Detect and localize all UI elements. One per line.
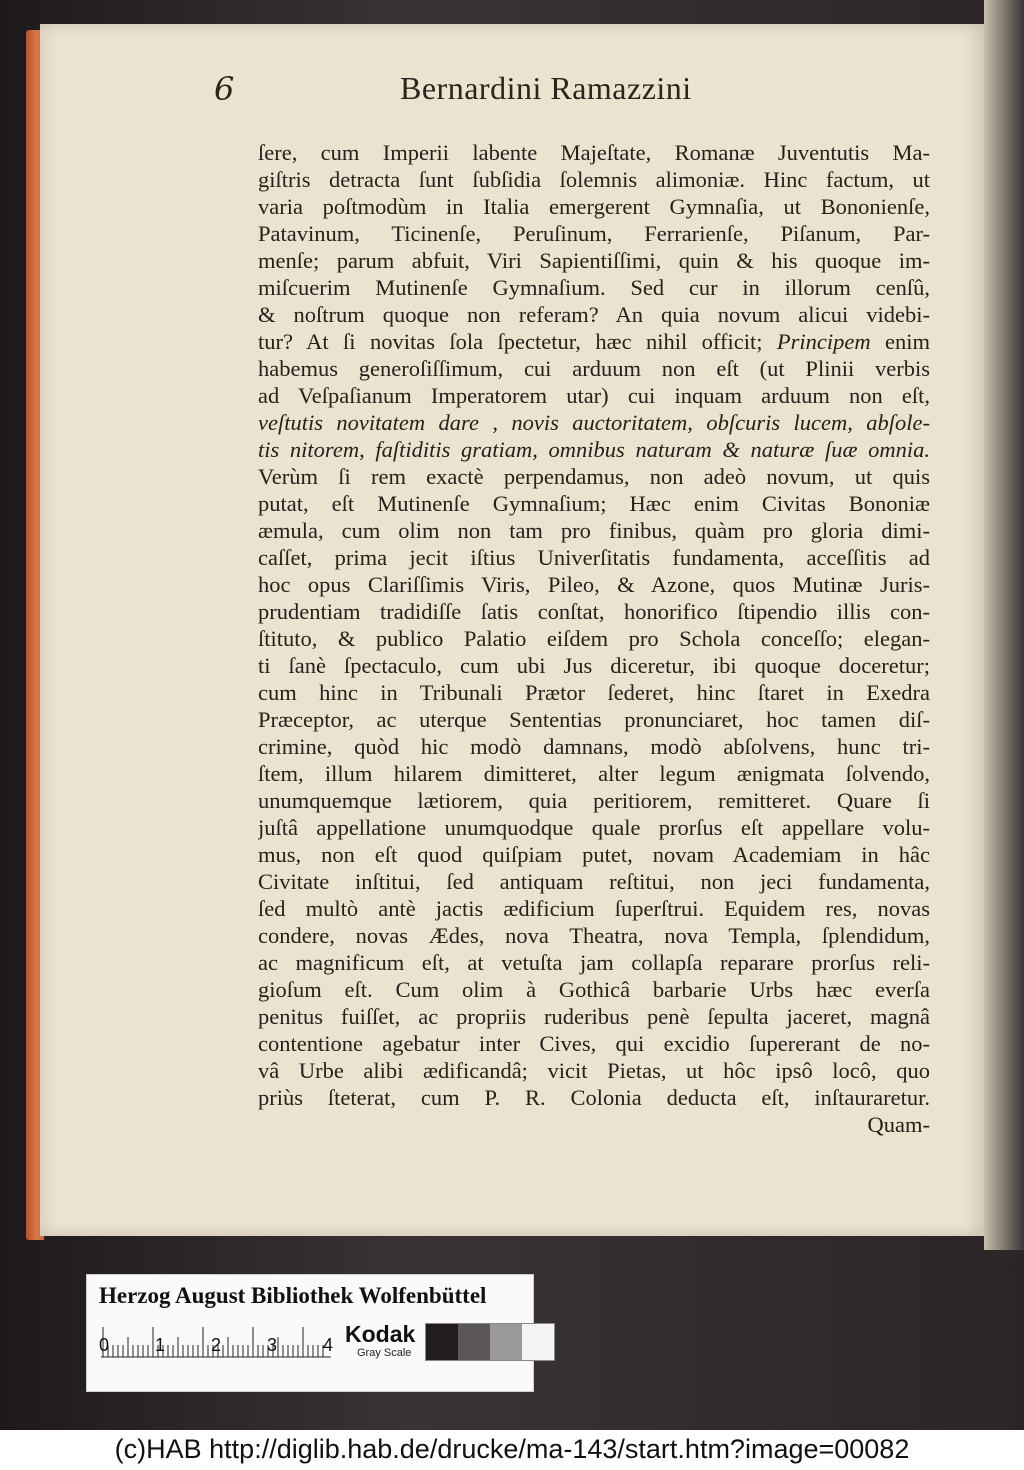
text-line [258,814,930,841]
text-line [258,787,930,814]
text-line [258,247,930,274]
text-segment: prudentiam tradidiſſe ſatis conſtat, honorifico ſtipendio illis con- [258,599,930,624]
text-segment: giſtris detracta ſunt ſubſidia ſolemnis alimoniæ. Hinc factum, ut [258,167,930,192]
text-line [258,598,930,625]
text-line [258,571,930,598]
text-line [258,1003,930,1030]
text-line [258,841,930,868]
text-segment: Civitate inſtitui, ſed antiquam reſtitui, non jeci fundamenta, [258,869,930,894]
text-line [258,760,930,787]
gray-swatch [426,1324,458,1360]
text-segment: habemus generoſiſſimum, cui arduum non eſt (ut Plinii verbis [258,356,930,381]
text-segment: mus, non eſt quod quiſpiam putet, novam Academiam in hâc [258,842,930,867]
text-segment: contentione agebatur inter Cives, qui excidio ſupererant de no- [258,1031,930,1056]
text-segment: hoc opus Clariſſimis Viris, Pileo, & Azone, quos Mutinæ Juris- [258,572,930,597]
text-line [258,328,930,355]
text-line [258,625,930,652]
body-text [258,139,930,1138]
text-segment: & noſtrum quoque non referam? An quia novum alicui videbi- [258,302,930,327]
text-segment: unumquemque lætiorem, quia peritiorem, remitteret. Quare ſi [258,788,930,813]
text-line [258,949,930,976]
text-line [258,220,930,247]
text-segment: æmula, cum olim non tam pro finibus, quàm pro gloria dimi- [258,518,930,543]
text-segment: ſtem, illum hilarem dimitteret, alter legum ænigmata ſolvendo, [258,761,930,786]
gray-scale-label: Gray Scale [357,1347,412,1359]
text-segment: priùs ſteterat, cum P. R. Colonia deducta eſt, inſtauraretur. [258,1085,930,1110]
text-line [258,679,930,706]
text-segment: varia poſtmodùm in Italia emergerent Gymnaſia, ut Bononienſe, [258,194,930,219]
text-segment: gioſum eſt. Cum olim à Gothicâ barbarie Urbs hæc everſa [258,977,930,1002]
source-url: (c)HAB http://diglib.hab.de/drucke/ma-143/start.htm?image=00082 [114,1434,910,1464]
page-number: 6 [214,70,235,108]
text-segment: Patavinum, Ticinenſe, Peruſinum, Ferrarienſe, Piſanum, Par- [258,221,930,246]
text-line [258,652,930,679]
text-line [258,544,930,571]
text-line [258,895,930,922]
ruler-number: 4 [323,1335,334,1355]
text-segment: tur? At ſi novitas ſola ſpectetur, hæc nihil officit; [258,329,777,354]
text-segment: tis nitorem, faſtiditis gratiam, omnibus naturam & naturæ ſuæ omnia. [258,437,930,462]
running-title: Bernardini Ramazzini [400,70,692,106]
text-segment: vâ Urbe alibi ædificandâ; vicit Pietas, ut hôc ipsô locô, quo [258,1058,930,1083]
text-segment: menſe; parum abfuit, Viri Sapientiſſimi, quin & his quoque im- [258,248,930,273]
text-segment: juſtâ appellatione unumquodque quale prorſus eſt appellare volu- [258,815,930,840]
gray-swatch [458,1324,490,1360]
gray-swatch [522,1324,554,1360]
text-line [258,382,930,409]
text-line [258,1030,930,1057]
ruler-number: 1 [155,1335,166,1355]
text-line [258,706,930,733]
text-segment: ſtituto, & publico Palatio eiſdem pro Schola conceſſo; elegan- [258,626,930,651]
library-label-card [86,1274,534,1392]
text-segment: Verùm ſi rem exactè perpendamus, non adeò novum, ut quis [258,464,930,489]
text-line [258,274,930,301]
text-line [258,166,930,193]
kodak-logo: Kodak [345,1321,416,1347]
text-line [258,463,930,490]
text-segment: penitus fuiſſet, ac propriis ruderibus penè ſepulta jaceret, magnâ [258,1004,930,1029]
text-line [258,517,930,544]
text-segment: ad Veſpaſianum Imperatorem utar) cui inquam arduum non eſt, [258,383,930,408]
text-segment: putat, eſt Mutinenſe Gymnaſium; Hæc enim Civitas Bononiæ [258,491,930,516]
ruler-number: 3 [267,1335,278,1355]
text-line [258,733,930,760]
text-segment: condere, novas Ædes, nova Theatra, nova Templa, ſplendidum, [258,923,930,948]
text-segment: crimine, quòd hic modò damnans, modò abſolvens, hunc tri- [258,734,930,759]
text-segment: veſtutis novitatem dare , novis auctoritatem, obſcuris lucem, abſole- [258,410,930,435]
text-segment: ſere, cum Imperii labente Majeſtate, Romanæ Juventutis Ma- [258,140,930,165]
text-segment: ſed multò antè jactis ædificium ſuperſtrui. Equidem res, novas [258,896,930,921]
text-line [258,409,930,436]
text-segment: cum hinc in Tribunali Prætor ſederet, hinc ſtaret in Exedra [258,680,930,705]
text-line [258,976,930,1003]
text-segment: Principem [776,329,871,354]
text-line [258,355,930,382]
ruler-number: 2 [211,1335,222,1355]
text-line [258,868,930,895]
text-line [258,301,930,328]
text-line [258,436,930,463]
text-line [258,193,930,220]
footer-bar [0,1430,1024,1470]
text-line [258,490,930,517]
text-line [258,1084,930,1111]
text-segment: miſcuerim Mutinenſe Gymnaſium. Sed cur in illorum cenſû, [258,275,930,300]
ruler-number: 0 [99,1335,110,1355]
gray-scale-swatches [425,1323,555,1361]
text-segment: enim [870,329,930,354]
text-line [258,1057,930,1084]
text-line [258,922,930,949]
text-segment: ac magnificum eſt, at vetuſta jam collapſa reparare prorſus reli- [258,950,930,975]
catchword: Quam- [867,1112,930,1137]
gray-swatch [490,1324,522,1360]
text-line [258,139,930,166]
text-segment: Præceptor, ac uterque Sententias pronunciaret, hoc tamen diſ- [258,707,930,732]
page-header [214,64,930,128]
text-segment: ti ſanè ſpectaculo, cum ubi Jus diceretur, ibi quoque doceretur; [258,653,930,678]
text-segment: caſſet, prima jecit iſtius Univerſitatis fundamenta, acceſſitis ad [258,545,930,570]
library-name: Herzog August Bibliothek Wolfenbüttel [99,1283,487,1308]
book-spine [984,0,1024,1250]
